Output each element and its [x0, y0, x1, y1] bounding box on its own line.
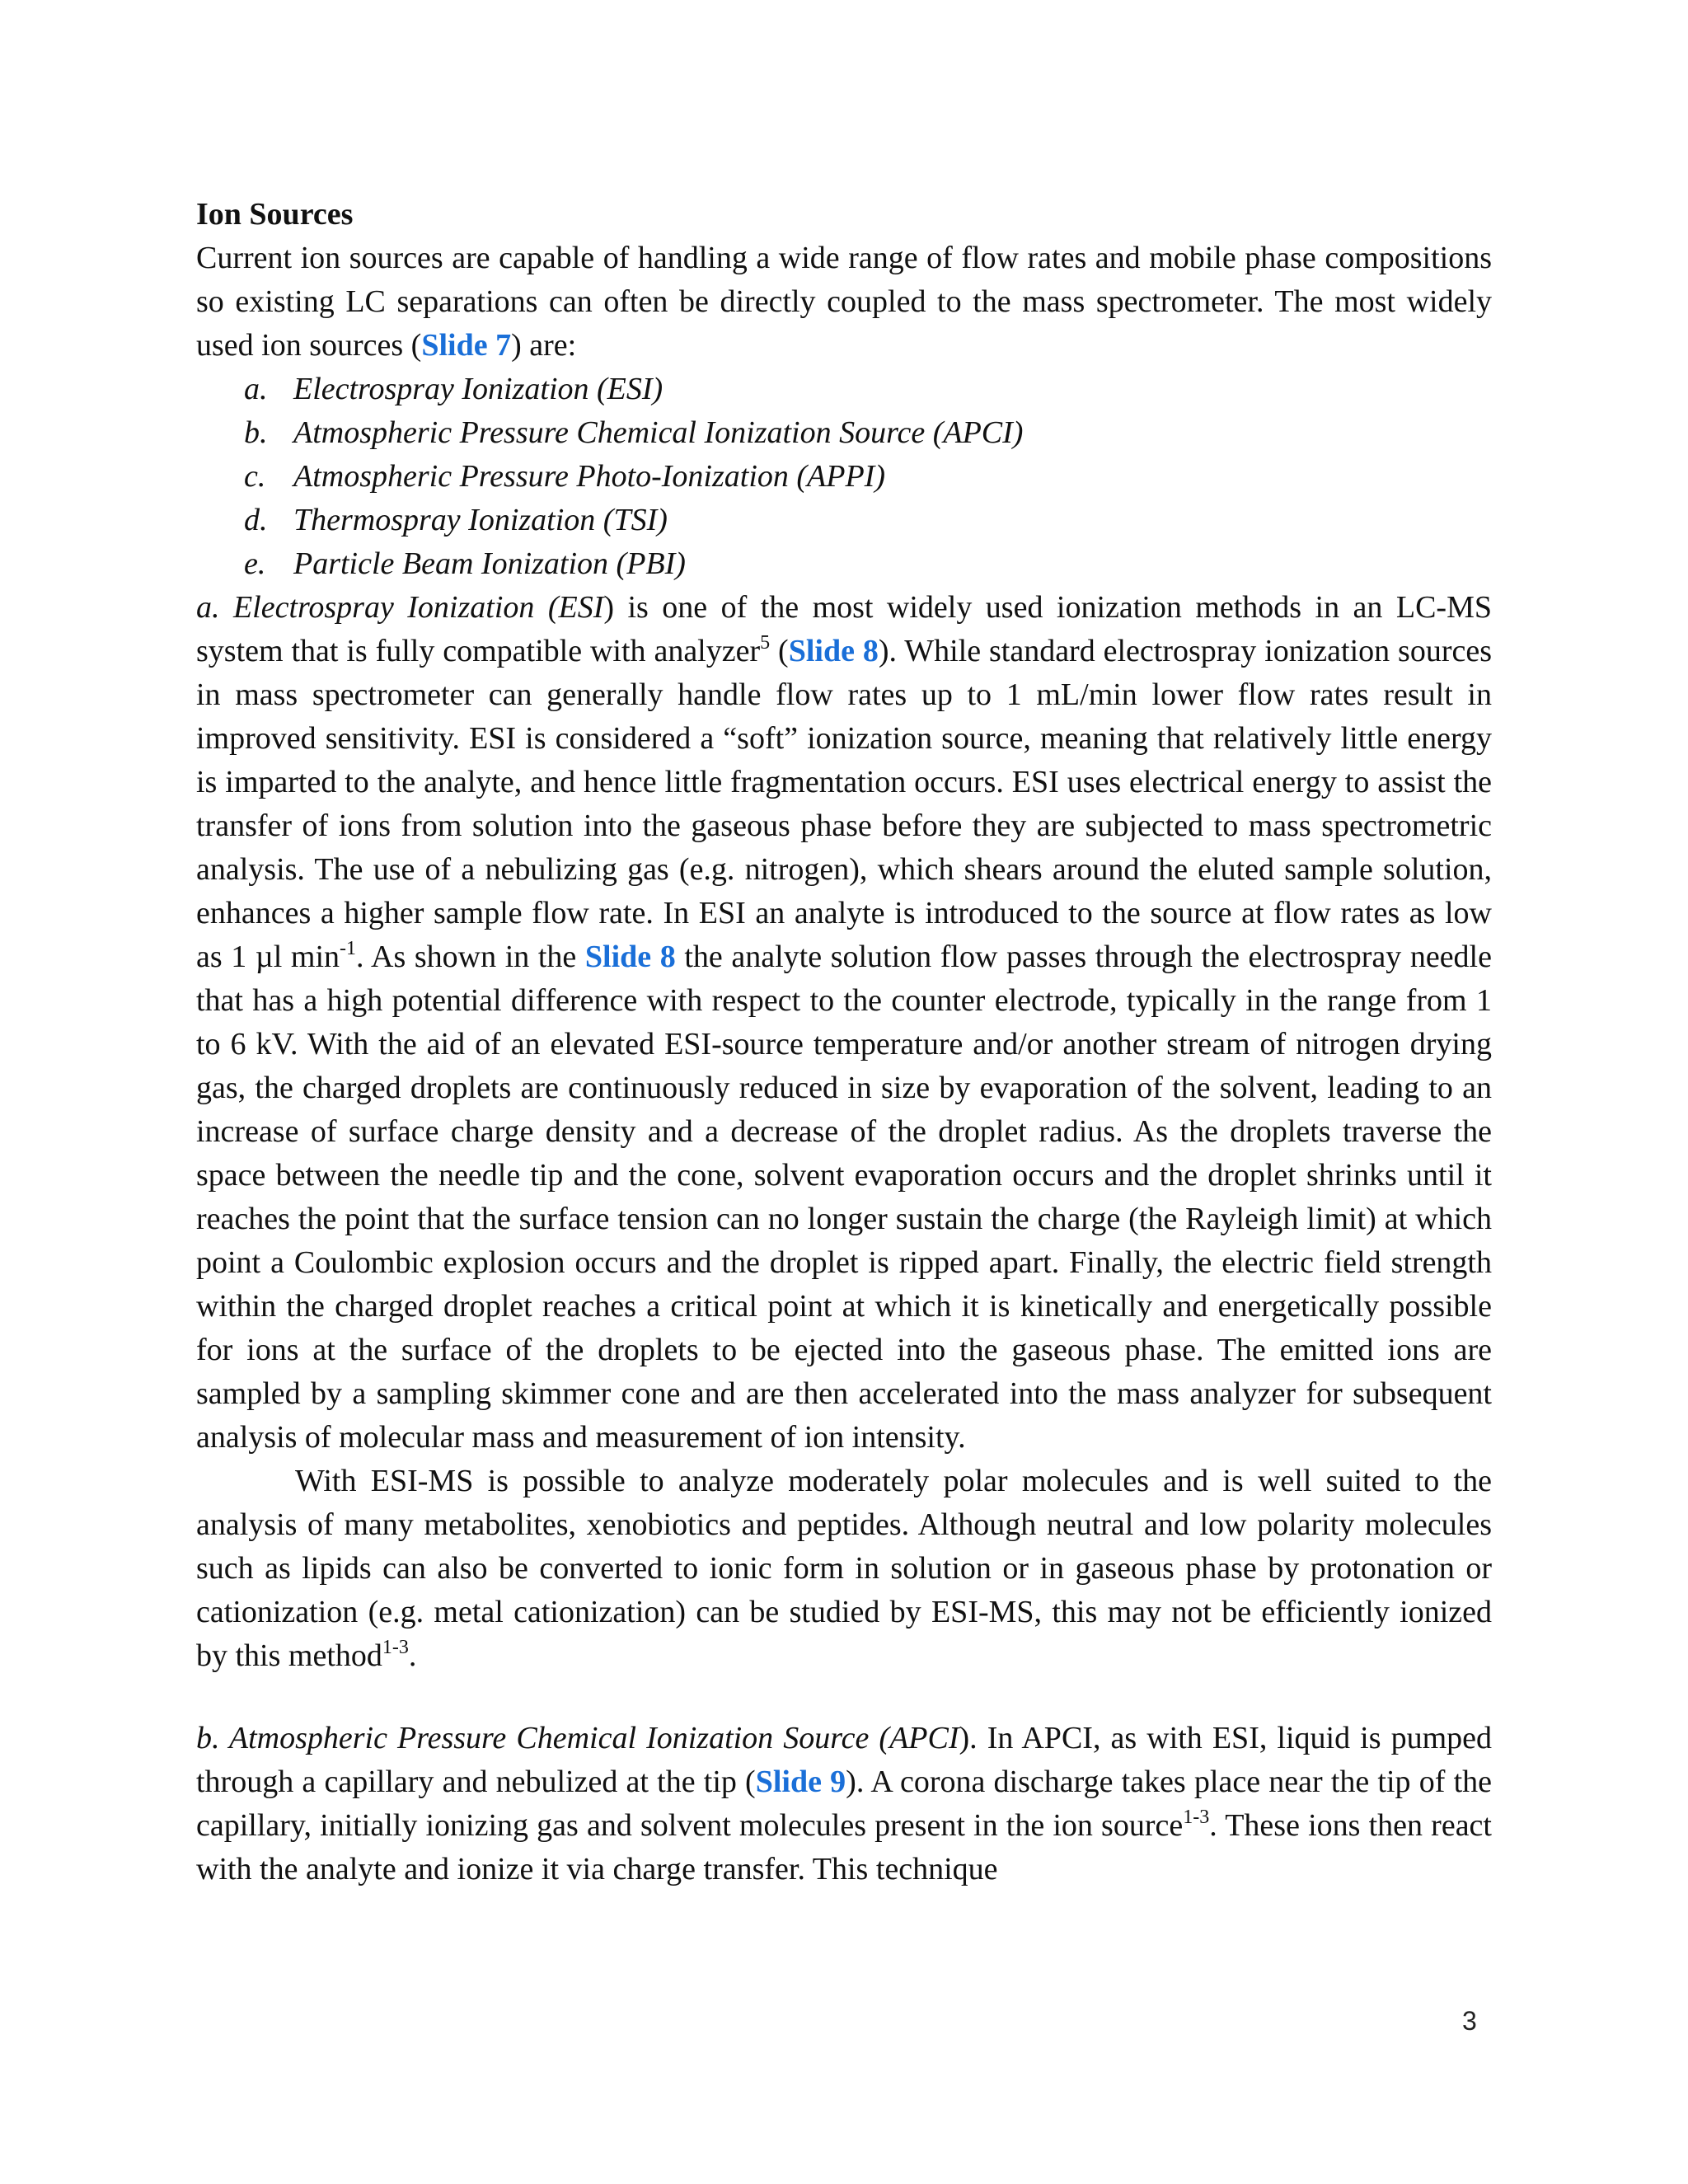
apci-text-1: ). In APCI, as with ESI, liquid is pumped through a capillary and nebulized at the tip ( — [196, 1721, 1492, 1799]
esi-lead: a. Electrospray Ionization (ESI — [196, 590, 604, 625]
list-item-label: Particle Beam Ionization (PBI) — [293, 546, 686, 581]
paragraph-gap — [196, 1678, 1492, 1717]
slide-9-link[interactable]: Slide 9 — [755, 1765, 846, 1799]
list-marker: b. — [244, 415, 268, 450]
list-item-label: Thermospray Ionization (TSI) — [293, 503, 668, 537]
slide-8-link-second[interactable]: Slide 8 — [584, 940, 676, 974]
list-item — [196, 411, 1492, 455]
list-marker: a. — [244, 372, 268, 406]
list-item — [196, 455, 1492, 499]
apci-text-2: ). A corona discharge takes place near the tip of the capillary, initially ionizing gas and solvent molecules present in the ion source — [196, 1765, 1493, 1843]
esi-text-3: ). While standard electrospray ionization sources in mass spectrometer can generally handle flow rates up to 1 mL/min lower flow rates result in improved sensitivity. ESI is considered a “soft” ionization source, meaning that relatively little energy is imparted to the analyte, and hence little fragmentation occurs. ESI uses electrical energy to assist the transfer of ions from solution into the gaseous phase before they are subjected to mass spectrometric analysis. The use of a nebulizing gas (e.g. nitrogen), which shears around the eluted sample solution, enhances a higher sample flow rate. In ESI an analyte is introduced to the source at flow rates as low as 1 µl min — [196, 634, 1493, 974]
slide-7-link[interactable]: Slide 7 — [421, 328, 512, 363]
apci-text-3: . These ions then react with the analyte and ionize it via charge transfer. This technique — [196, 1808, 1492, 1886]
esi-ms-paragraph — [196, 1460, 1492, 1678]
list-marker: d. — [244, 503, 268, 537]
section-heading: Ion Sources — [196, 197, 354, 232]
esi-ms-text: With ESI-MS is possible to analyze moderately polar molecules and is well suited to the analysis of many metabolites, xenobiotics and peptides. Although neutral and low polarity molecules such as lipids can also be converted to ionic form in solution or in gaseous phase by protonation or cationization (e.g. metal cationization) can be studied by ESI-MS, this may not be efficiently ionized by this method — [196, 1464, 1492, 1673]
esi-text-5: the analyte solution flow passes through the electrospray needle that has a high potential difference with respect to the counter electrode, typically in the range from 1 to 6 kV. With the aid of an elevated ESI-source temperature and/or another stream of nitrogen drying gas, the charged droplets are continuously reduced in size by evaporation of the solvent, leading to an increase of surface charge density and a decrease of the droplet radius. As the droplets traverse the space between the needle tip and the cone, solvent evaporation occurs and the droplet shrinks until it reaches the point that the surface tension can no longer sustain the charge (the Rayleigh limit) at which point a Coulombic explosion occurs and the droplet is ripped apart. Finally, the electric field strength within the charged droplet reaches a critical point at which it is kinetically and energetically possible for ions at the surface of the droplets to be ejected into the gaseous phase. The emitted ions are sampled by a sampling skimmer cone and are then accelerated into the mass analyzer for subsequent analysis of molecular mass and measurement of ion intensity. — [196, 940, 1492, 1455]
apci-citation: 1-3 — [1183, 1807, 1210, 1828]
esi-paragraph — [196, 586, 1492, 1460]
esi-text-4: . As shown in the — [356, 940, 585, 974]
list-item — [196, 542, 1492, 586]
esi-ms-text-end: . — [408, 1638, 417, 1673]
page-number: 3 — [1462, 2006, 1477, 2036]
apci-lead: b. Atmospheric Pressure Chemical Ionization Source (APCI — [196, 1721, 959, 1755]
list-item — [196, 368, 1492, 411]
esi-citation-1: 5 — [760, 632, 771, 654]
esi-text-2: ( — [770, 634, 789, 668]
list-item-label: Atmospheric Pressure Chemical Ionization Source (APCI) — [293, 415, 1024, 450]
page-content — [196, 193, 1492, 1891]
esi-text-1: ) is one of the most widely used ionization methods in an LC-MS system that is fully compatible with analyzer — [196, 590, 1493, 668]
esi-superscript-unit: -1 — [340, 938, 357, 959]
esi-ms-citation: 1-3 — [382, 1637, 409, 1658]
slide-8-link[interactable]: Slide 8 — [788, 634, 879, 668]
list-item-label: Electrospray Ionization (ESI) — [293, 372, 663, 406]
ion-source-list — [196, 368, 1492, 586]
list-item — [196, 499, 1492, 542]
intro-paragraph — [196, 237, 1492, 368]
intro-text: Current ion sources are capable of handling a wide range of flow rates and mobile phase compositions so existing LC separations can often be directly coupled to the mass spectrometer. The most widely used ion sources ( — [196, 241, 1492, 363]
apci-paragraph — [196, 1717, 1492, 1891]
list-marker: e. — [244, 546, 266, 581]
list-marker: c. — [244, 459, 266, 494]
intro-text-end: ) are: — [511, 328, 577, 363]
list-item-label: Atmospheric Pressure Photo-Ionization (APPI) — [293, 459, 885, 494]
